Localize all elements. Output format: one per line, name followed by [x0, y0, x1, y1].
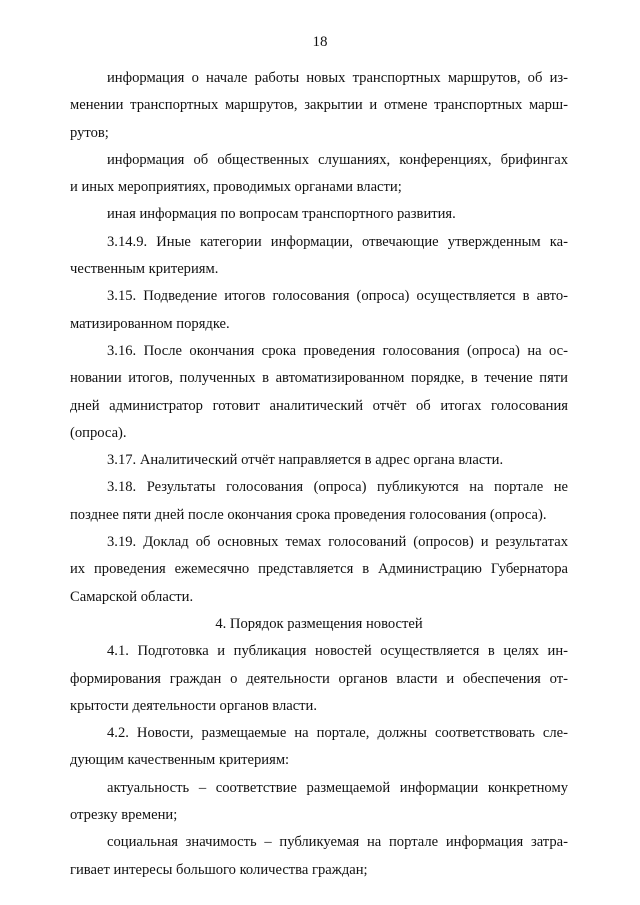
text-line: дующим качественным критериям:	[70, 752, 290, 769]
text-line: информация об общественных слушаниях, конференциях, брифингах	[107, 151, 568, 168]
text-line: 4.1. Подготовка и публикация новостей осуществляется в целях ин-	[107, 643, 568, 660]
text-line: Самарской области.	[70, 588, 194, 605]
text-line: 3.14.9. Иные категории информации, отвечающие утвержденным ка-	[107, 233, 568, 250]
text-line: актуальность – соответствие размещаемой информации конкретному	[107, 779, 568, 796]
text-line: дней администратор готовит аналитический отчёт об итогах голосования	[70, 397, 568, 414]
text-line: (опроса).	[70, 424, 127, 441]
text-line: матизированном порядке.	[70, 315, 230, 332]
text-line: чественным критериям.	[70, 261, 219, 278]
text-line: позднее пяти дней после окончания срока проведения голосования (опроса).	[70, 506, 547, 523]
text-line: рутов;	[70, 124, 109, 141]
text-line: 4.2. Новости, размещаемые на портале, должны соответствовать сле-	[107, 725, 568, 742]
text-line: 3.16. После окончания срока проведения голосования (опроса) на ос-	[107, 342, 568, 359]
section-heading: 4. Порядок размещения новостей	[215, 615, 423, 632]
text-line: социальная значимость – публикуемая на портале информация затра-	[107, 834, 568, 851]
text-line: гивает интересы большого количества граждан;	[70, 861, 368, 878]
text-line: отрезку времени;	[70, 807, 178, 824]
text-line: 3.19. Доклад об основных темах голосований (опросов) и результатах	[107, 534, 568, 551]
document-body	[70, 65, 568, 884]
text-line: 3.18. Результаты голосования (опроса) публикуются на портале не	[107, 479, 568, 496]
text-line: крытости деятельности органов власти.	[70, 697, 318, 714]
text-line: их проведения ежемесячно представляется в Администрацию Губернатора	[70, 561, 568, 578]
text-line: иная информация по вопросам транспортного развития.	[107, 206, 456, 223]
text-line: и иных мероприятиях, проводимых органами власти;	[70, 179, 402, 196]
text-line: формирования граждан о деятельности органов власти и обеспечения от-	[70, 670, 568, 687]
text-line: 3.17. Аналитический отчёт направляется в адрес органа власти.	[107, 452, 504, 469]
text-line: менении транспортных маршрутов, закрытии и отмене транспортных марш-	[70, 97, 568, 114]
text-line: информация о начале работы новых транспортных маршрутов, об из-	[107, 70, 568, 86]
text-line: новании итогов, полученных в автоматизированном порядке, в течение пяти	[70, 370, 568, 387]
text-line: 3.15. Подведение итогов голосования (опроса) осуществляется в авто-	[107, 288, 568, 305]
page-number: 18	[312, 34, 328, 50]
